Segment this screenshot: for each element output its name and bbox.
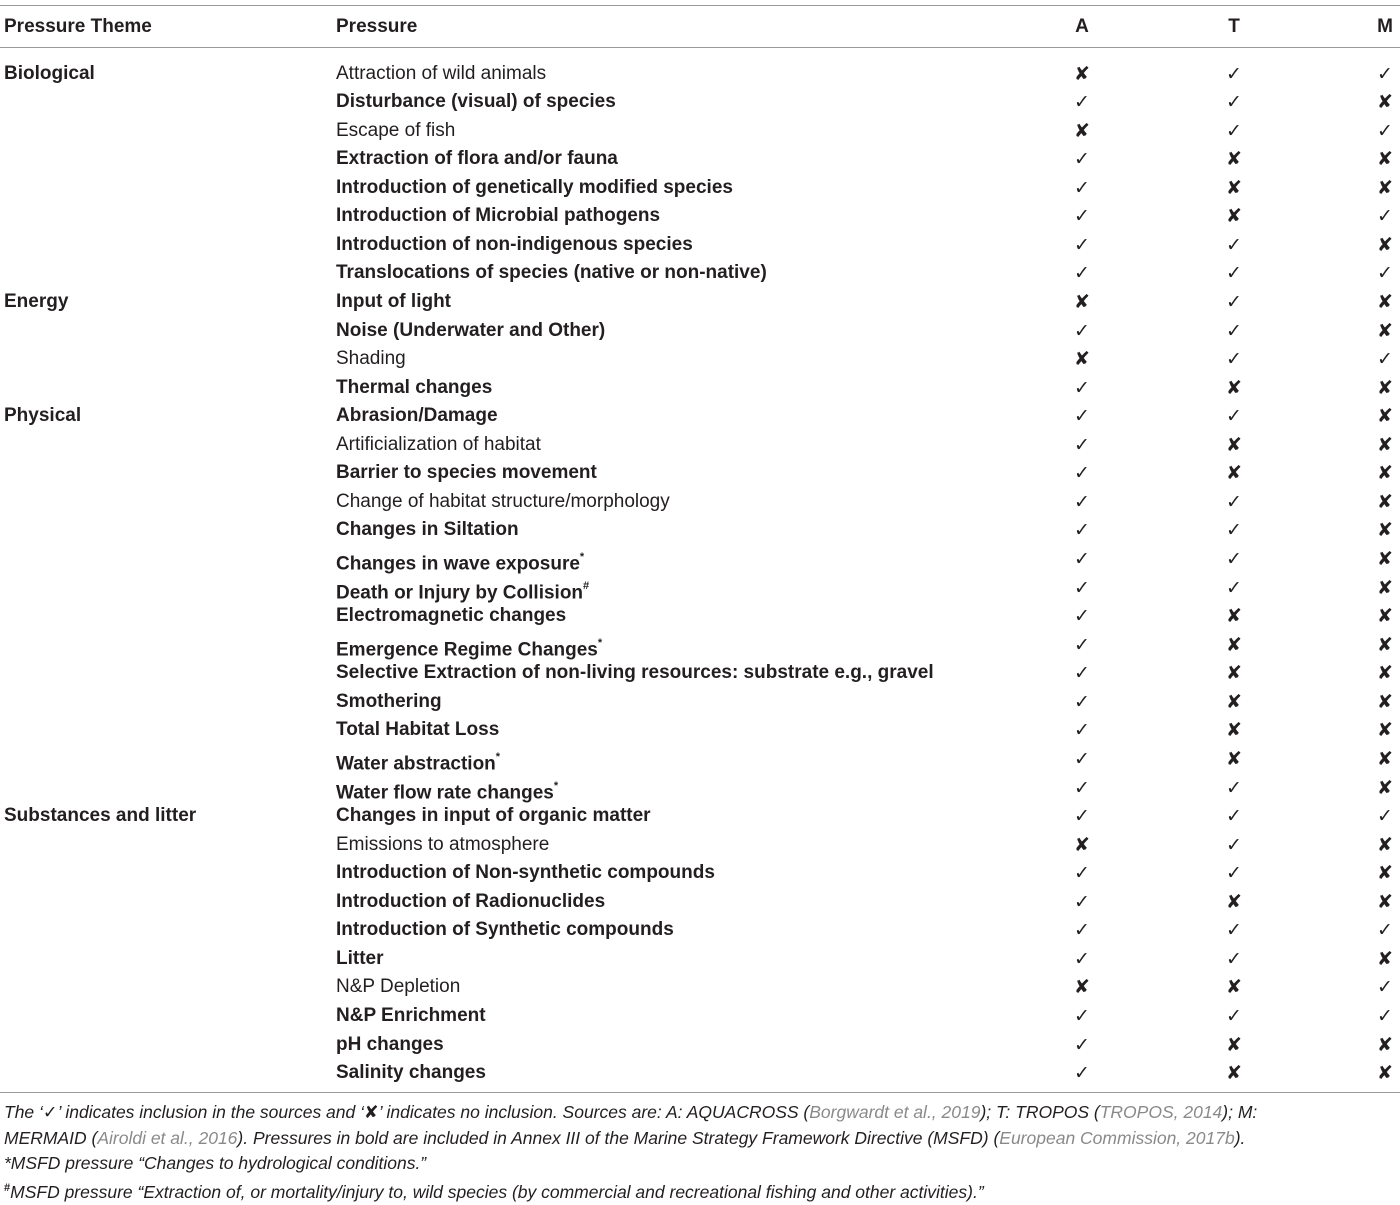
table-row [0,402,1400,430]
pressure-name-text: Death or Injury by Collision [336,581,584,603]
pressure-name-text: Translocations of species (native or non-native) [336,262,767,284]
pressure-name [336,174,733,202]
check-icon: ✓ [1074,205,1090,228]
pressure-name [336,317,605,345]
check-icon: ✓ [1074,1004,1090,1027]
cross-icon: ✘ [1377,290,1393,313]
pressure-name-text: Changes in wave exposure [336,553,580,575]
cross-icon: ✘ [1377,519,1393,542]
table-row [0,945,1400,973]
cross-icon: ✘ [1226,148,1242,171]
header-pressure: Pressure [336,16,418,37]
table-row [0,145,1400,173]
pressure-name [336,859,715,887]
check-icon: ✓ [1074,262,1090,285]
cross-icon: ✘ [1226,719,1242,742]
cross-icon: ✘ [1226,633,1242,656]
pressure-name-text: Emergence Regime Changes [336,639,598,661]
cross-icon: ✘ [1377,690,1393,713]
check-icon: ✓ [1377,205,1393,228]
pressure-theme-label: Physical [4,405,82,427]
pressure-name [336,288,451,316]
pressure-name-text: Emissions to atmosphere [336,833,550,855]
table-row [0,88,1400,116]
footnote-marker: * [495,750,501,763]
table-row [0,888,1400,916]
header-pressure-theme: Pressure Theme [4,16,152,37]
pressure-name [336,516,519,544]
footnote-marker: * [597,636,603,649]
cross-icon: ✘ [1377,405,1393,428]
cross-icon: ✘ [1377,662,1393,685]
pressure-name-text: Abrasion/Damage [336,405,498,427]
cross-icon: ✘ [1226,662,1242,685]
cross-icon: ✘ [1074,976,1090,999]
footnote-text: ). [1234,1128,1246,1148]
pressure-name-text: Changes in input of organic matter [336,805,651,827]
pressure-name-text: Salinity changes [336,1062,486,1084]
pressure-name-text: Input of light [336,290,452,312]
pressure-name [336,716,499,744]
footnote-hash [4,1176,1396,1205]
footnote-text: MERMAID ( [4,1128,98,1148]
check-icon: ✓ [1226,576,1242,599]
pressure-name [336,60,546,88]
check-icon: ✓ [1074,148,1090,171]
cross-icon: ✘ [1377,605,1393,628]
pressure-name [336,202,660,230]
check-icon: ✓ [1074,719,1090,742]
table-row [0,516,1400,544]
check-icon: ✓ [1074,862,1090,885]
cross-icon: ✘ [1226,890,1242,913]
table-top-rule [0,5,1400,6]
check-icon: ✓ [1074,890,1090,913]
pressure-name-text: Disturbance (visual) of species [336,91,616,113]
pressure-name-text: Electromagnetic changes [336,605,567,627]
pressure-name [336,602,566,630]
pressure-name-text: Introduction of Synthetic compounds [336,919,674,941]
pressure-name [336,117,455,145]
table-row [0,117,1400,145]
cross-icon: ✘ [1377,376,1393,399]
check-icon: ✓ [1074,805,1090,828]
check-icon: ✓ [1377,262,1393,285]
pressure-name-text: Water abstraction [336,753,496,775]
check-icon: ✓ [1074,947,1090,970]
pressure-name-text: Selective Extraction of non-living resources: substrate e.g., gravel [336,662,934,684]
pressure-name-text: Introduction of genetically modified species [336,176,733,198]
cross-icon: ✘ [1377,490,1393,513]
cross-icon: ✘ [1377,719,1393,742]
cross-icon: ✘ [1377,91,1393,114]
pressure-name-text: Smothering [336,690,442,712]
check-icon: ✓ [1074,490,1090,513]
table-row [0,202,1400,230]
table-row [0,345,1400,373]
check-icon: ✓ [42,1103,58,1123]
check-icon: ✓ [1226,833,1242,856]
table-bottom-rule [0,1092,1400,1093]
pressure-theme-label: Substances and litter [4,805,197,827]
cross-icon: ✘ [1377,890,1393,913]
table-row [0,374,1400,402]
table-row [0,631,1400,659]
check-icon: ✓ [1226,233,1242,256]
check-icon: ✓ [1377,976,1393,999]
cross-icon: ✘ [1226,376,1242,399]
check-icon: ✓ [1074,233,1090,256]
table-row [0,459,1400,487]
check-icon: ✓ [1377,1004,1393,1027]
pressure-name-text: Change of habitat structure/morphology [336,490,670,512]
check-icon: ✓ [1074,319,1090,342]
check-icon: ✓ [1226,548,1242,571]
cross-icon: ✘ [1377,576,1393,599]
cross-icon: ✘ [1074,348,1090,371]
pressure-name [336,831,549,859]
cross-icon: ✘ [1377,747,1393,770]
check-icon: ✓ [1226,1004,1242,1027]
cross-icon: ✘ [1074,290,1090,313]
table-row [0,745,1400,773]
citation-link[interactable]: Airoldi et al., 2016 [97,1128,238,1148]
pressure-name-text: pH changes [336,1033,444,1055]
pressure-name-text: Water flow rate changes [336,781,554,803]
cross-icon: ✘ [1377,776,1393,799]
table-row [0,688,1400,716]
pressure-name-text: Extraction of flora and/or fauna [336,148,618,170]
pressure-name-text: Introduction of non-indigenous species [336,233,693,255]
check-icon: ✓ [1074,405,1090,428]
pressure-name-text: Shading [336,348,406,370]
table-row [0,545,1400,573]
cross-icon: ✘ [1226,462,1242,485]
check-icon: ✓ [1074,548,1090,571]
footnote-text: ). Pressures in bold are included in Annex III of the Marine Strategy Framework Directive (MSFD) ( [237,1128,1000,1148]
check-icon: ✓ [1226,519,1242,542]
table-row [0,259,1400,287]
check-icon: ✓ [1074,690,1090,713]
check-icon: ✓ [1074,776,1090,799]
check-icon: ✓ [1226,862,1242,885]
cross-icon: ✘ [1377,1033,1393,1056]
footnote-text: ); T: TROPOS ( [980,1102,1100,1122]
cross-icon: ✘ [1226,690,1242,713]
table-row [0,602,1400,630]
check-icon: ✓ [1074,376,1090,399]
cross-icon: ✘ [364,1103,379,1123]
pressure-name [336,1031,444,1059]
pressure-theme-label: Energy [4,290,69,312]
citation-link[interactable]: TROPOS, 2014 [1099,1102,1223,1122]
pressure-name [336,688,442,716]
footnote-hash-mark: # [4,1182,11,1194]
table-row [0,431,1400,459]
cross-icon: ✘ [1226,1033,1242,1056]
pressure-name [336,345,406,373]
check-icon: ✓ [1226,405,1242,428]
pressure-name [336,1002,486,1030]
check-icon: ✓ [1226,319,1242,342]
footnote-text: The ‘ [4,1102,43,1122]
check-icon: ✓ [1226,62,1242,85]
pressure-theme-label: Biological [4,62,95,84]
check-icon: ✓ [1377,119,1393,142]
footnote-text: ’ indicates inclusion in the sources and ‘ [57,1102,365,1122]
pressure-name-text: Noise (Underwater and Other) [336,319,606,341]
pressure-name [336,231,693,259]
table-footnotes [4,1100,1396,1205]
pressure-name [336,973,460,1001]
cross-icon: ✘ [1377,233,1393,256]
pressure-name-text: Introduction of Radionuclides [336,890,606,912]
pressure-name-text: Litter [336,947,384,969]
pressure-name-text: Introduction of Non-synthetic compounds [336,862,715,884]
table-row [0,488,1400,516]
cross-icon: ✘ [1377,148,1393,171]
cross-icon: ✘ [1377,833,1393,856]
cross-icon: ✘ [1377,862,1393,885]
cross-icon: ✘ [1226,976,1242,999]
check-icon: ✓ [1074,1062,1090,1085]
cross-icon: ✘ [1074,833,1090,856]
footnote-legend [4,1100,1396,1126]
cross-icon: ✘ [1377,176,1393,199]
check-icon: ✓ [1074,91,1090,114]
table-row [0,174,1400,202]
table-row [0,859,1400,887]
cross-icon: ✘ [1074,62,1090,85]
check-icon: ✓ [1074,605,1090,628]
table-row [0,288,1400,316]
table-row [0,659,1400,687]
check-icon: ✓ [1226,805,1242,828]
citation-link[interactable]: Borgwardt et al., 2019 [809,1102,981,1122]
check-icon: ✓ [1377,62,1393,85]
cross-icon: ✘ [1226,747,1242,770]
cross-icon: ✘ [1226,1062,1242,1085]
table-row [0,774,1400,802]
check-icon: ✓ [1074,576,1090,599]
check-icon: ✓ [1074,662,1090,685]
pressure-name [336,916,674,944]
table-row [0,831,1400,859]
footnote-marker: # [583,579,590,592]
table-row [0,716,1400,744]
pressure-name-text: Total Habitat Loss [336,719,500,741]
check-icon: ✓ [1074,1033,1090,1056]
pressure-name [336,802,651,830]
pressure-name [336,431,541,459]
footnote-marker: * [553,779,559,792]
cross-icon: ✘ [1226,433,1242,456]
pressure-name-text: Artificialization of habitat [336,433,541,455]
pressure-name [336,488,670,516]
cross-icon: ✘ [1377,633,1393,656]
pressure-name-text: Introduction of Microbial pathogens [336,205,661,227]
table-row [0,802,1400,830]
cross-icon: ✘ [1377,433,1393,456]
pressure-name-text: Attraction of wild animals [336,62,547,84]
footnote-asterisk: *MSFD pressure “Changes to hydrological conditions.” [4,1153,427,1173]
pressure-name [336,888,605,916]
cross-icon: ✘ [1377,548,1393,571]
pressure-name [336,145,618,173]
footnote-text: MSFD pressure “Extraction of, or mortality/injury to, wild species (by commercial and recreational fishing and other activities).” [10,1181,984,1202]
table-row [0,317,1400,345]
check-icon: ✓ [1074,176,1090,199]
table-row [0,1031,1400,1059]
check-icon: ✓ [1226,776,1242,799]
table-row [0,574,1400,602]
table-row [0,1059,1400,1087]
pressure-name [336,259,767,287]
check-icon: ✓ [1074,633,1090,656]
pressure-name-text: Thermal changes [336,376,493,398]
check-icon: ✓ [1226,919,1242,942]
pressure-name [336,1059,486,1087]
table-row [0,1002,1400,1030]
pressure-name [336,459,597,487]
pressure-name-text: Changes in Siltation [336,519,519,541]
table-row [0,916,1400,944]
check-icon: ✓ [1074,919,1090,942]
check-icon: ✓ [1226,490,1242,513]
pressure-name [336,945,384,973]
check-icon: ✓ [1226,119,1242,142]
check-icon: ✓ [1226,91,1242,114]
header-col-t: T [1228,16,1240,37]
footnote-marker: * [579,551,585,564]
pressure-name [336,402,498,430]
table-row [0,60,1400,88]
header-rule [0,47,1400,48]
pressure-name-text: N&P Depletion [336,976,461,998]
cross-icon: ✘ [1377,319,1393,342]
pressure-name-text: Escape of fish [336,119,456,141]
check-icon: ✓ [1074,747,1090,770]
cross-icon: ✘ [1377,947,1393,970]
pressure-name [336,374,492,402]
cross-icon: ✘ [1074,119,1090,142]
check-icon: ✓ [1226,290,1242,313]
check-icon: ✓ [1074,433,1090,456]
check-icon: ✓ [1226,348,1242,371]
cross-icon: ✘ [1226,605,1242,628]
pressure-name-text: Barrier to species movement [336,462,597,484]
pressure-name [336,659,934,687]
header-col-m: M [1377,16,1393,37]
check-icon: ✓ [1377,919,1393,942]
check-icon: ✓ [1074,462,1090,485]
footnote-text: ); M: [1222,1102,1258,1122]
check-icon: ✓ [1226,947,1242,970]
check-icon: ✓ [1226,262,1242,285]
check-icon: ✓ [1377,805,1393,828]
footnote-legend-cont [4,1126,1396,1151]
table-row [0,973,1400,1001]
cross-icon: ✘ [1377,462,1393,485]
pressure-name [336,88,616,116]
footnote-text: ’ indicates no inclusion. Sources are: A: AQUACROSS ( [378,1102,810,1122]
cross-icon: ✘ [1226,176,1242,199]
cross-icon: ✘ [1377,1062,1393,1085]
header-col-a: A [1075,16,1089,37]
check-icon: ✓ [1074,519,1090,542]
table-row [0,231,1400,259]
cross-icon: ✘ [1226,205,1242,228]
pressure-name-text: N&P Enrichment [336,1004,486,1026]
check-icon: ✓ [1377,348,1393,371]
citation-link[interactable]: European Commission, 2017b [999,1128,1235,1148]
